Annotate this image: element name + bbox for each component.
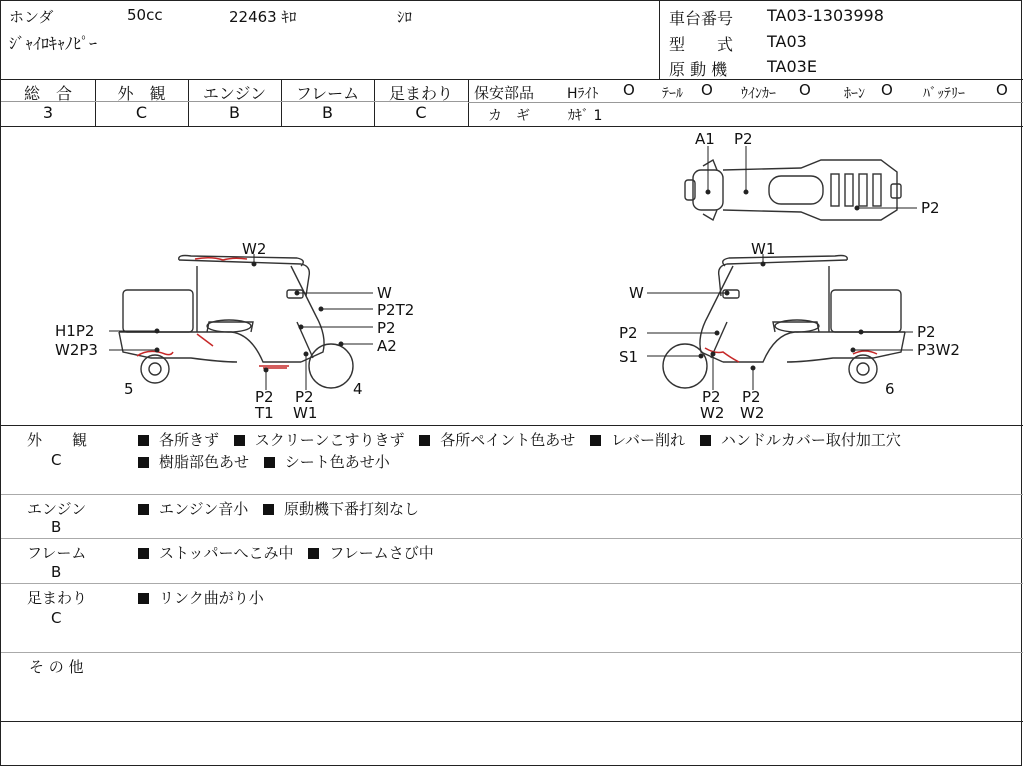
safety-tail-label: ﾃｰﾙ [662, 86, 683, 102]
grade-label-engine: エンジン [202, 84, 267, 103]
safety-winker-label: ｳｲﾝｶｰ [741, 86, 776, 102]
grade-value-suspension: C [415, 103, 427, 122]
safety-headlight-label: Hﾗｲﾄ [567, 86, 599, 102]
note-item: 樹脂部色あせ [159, 453, 250, 471]
note-item: レバー削れ [611, 431, 686, 449]
damage-diagram [1, 126, 1023, 426]
note-item: フレームさび中 [329, 544, 434, 562]
label-right-p3w2: P3W2 [917, 341, 960, 359]
label-left-4: 4 [353, 380, 363, 398]
safety-battery-mark: O [996, 81, 1008, 99]
grade-value-frame: B [322, 103, 333, 122]
notes-engine-line1 [138, 498, 429, 519]
note-item: リンク曲がり小 [159, 589, 264, 607]
note-item: スクリーンこすりきず [254, 431, 405, 449]
label-left-5: 5 [124, 380, 134, 398]
chassis-label: 車台番号 [669, 9, 734, 28]
notes-suspension-category: 足まわり [27, 589, 88, 607]
note-item: 各所ペイント色あせ [440, 431, 576, 449]
notes-exterior-category: 外 観 [27, 431, 88, 449]
notes-exterior-line1 [138, 429, 911, 450]
label-left-a2: A2 [377, 337, 397, 355]
grade-label-overall: 総 合 [23, 84, 72, 103]
label-right-bottom-b1: P2 [742, 388, 761, 406]
label-top-p2-right: P2 [921, 199, 940, 217]
note-item: 各所きず [159, 431, 220, 449]
grade-label-frame: フレーム [295, 84, 360, 103]
chassis-value: TA03-1303998 [767, 6, 884, 25]
notes-engine-grade: B [51, 518, 62, 536]
label-left-bottom-a2: T1 [255, 404, 274, 422]
divider [1, 494, 1023, 495]
type-value: TA03 [767, 32, 807, 51]
grade-label-exterior: 外 観 [117, 84, 166, 103]
label-right-w1: W1 [751, 240, 776, 258]
grade-value-exterior: C [135, 103, 148, 122]
divider [1, 79, 1023, 80]
notes-suspension-line1 [138, 587, 274, 608]
left-side-scooter-drawing [119, 256, 353, 389]
notes-suspension-grade: C [51, 609, 62, 627]
safety-label: 保安部品 [474, 84, 535, 102]
notes-frame-grade: B [51, 563, 62, 581]
note-item: 原動機下番打刻なし [284, 500, 420, 518]
label-left-w2: W2 [242, 240, 267, 258]
engine-label: 原 動 機 [669, 60, 728, 79]
label-left-p2: P2 [377, 319, 396, 337]
safety-horn-label: ﾎｰﾝ [844, 86, 865, 102]
grade-value-engine: B [229, 103, 240, 122]
header-divider [659, 1, 660, 79]
label-right-6: 6 [885, 380, 895, 398]
safety-winker-mark: O [799, 81, 811, 99]
label-left-bottom-b1: P2 [295, 388, 314, 406]
label-left-h1p2: H1P2 [55, 322, 95, 340]
label-top-p2: P2 [734, 130, 753, 148]
grade-value-overall: 3 [42, 103, 54, 122]
safety-headlight-mark: O [623, 81, 635, 99]
note-item: エンジン音小 [159, 500, 249, 518]
divider [1, 425, 1023, 426]
label-right-w: W [629, 284, 644, 302]
notes-frame-line1 [138, 542, 444, 563]
label-top-a1: A1 [695, 130, 715, 148]
key-value: ｶｷﾞ 1 [568, 108, 603, 124]
right-side-scooter-drawing [663, 256, 905, 389]
notes-exterior-line2 [138, 451, 400, 472]
divider [1, 583, 1023, 584]
label-left-w2p3: W2P3 [55, 341, 98, 359]
type-label: 型 式 [669, 35, 734, 54]
label-right-bottom-a2: W2 [700, 404, 725, 422]
divider [1, 652, 1023, 653]
label-left-bottom-a1: P2 [255, 388, 274, 406]
safety-battery-label: ﾊﾞｯﾃﾘｰ [923, 86, 965, 102]
divider [1, 721, 1023, 722]
note-item: シート色あせ小 [284, 453, 390, 471]
label-right-bottom-b2: W2 [740, 404, 765, 422]
label-right-p2-right: P2 [917, 323, 936, 341]
engine-value: TA03E [767, 57, 817, 76]
label-right-bottom-a1: P2 [702, 388, 721, 406]
key-label: カ ギ [488, 108, 530, 124]
notes-other-category: そ の 他 [29, 658, 84, 676]
notes-frame-category: フレーム [27, 544, 87, 562]
notes-engine-category: エンジン [27, 500, 87, 518]
label-left-p2t2: P2T2 [377, 301, 415, 319]
make-text: ホンダ [9, 8, 54, 26]
divider [1, 538, 1023, 539]
notes-exterior-grade: C [51, 451, 62, 469]
label-left-bottom-b2: W1 [293, 404, 318, 422]
label-right-s1: S1 [619, 348, 639, 366]
displacement-text: 50cc [127, 6, 163, 24]
safety-horn-mark: O [881, 81, 893, 99]
note-item: ハンドルカバー取付加工穴 [720, 431, 901, 449]
color-text: ｼﾛ [397, 8, 413, 26]
mileage-text: 22463 ｷﾛ [229, 8, 297, 26]
safety-tail-mark: O [701, 81, 713, 99]
label-left-w: W [377, 284, 392, 302]
model-name: ｼﾞｬｲﾛｷｬﾉﾋﾟｰ [9, 34, 98, 53]
note-item: ストッパーへこみ中 [159, 544, 294, 562]
label-right-p2-left: P2 [619, 324, 638, 342]
top-view-scooter-drawing [685, 160, 901, 220]
grade-label-suspension: 足まわり [388, 84, 453, 103]
